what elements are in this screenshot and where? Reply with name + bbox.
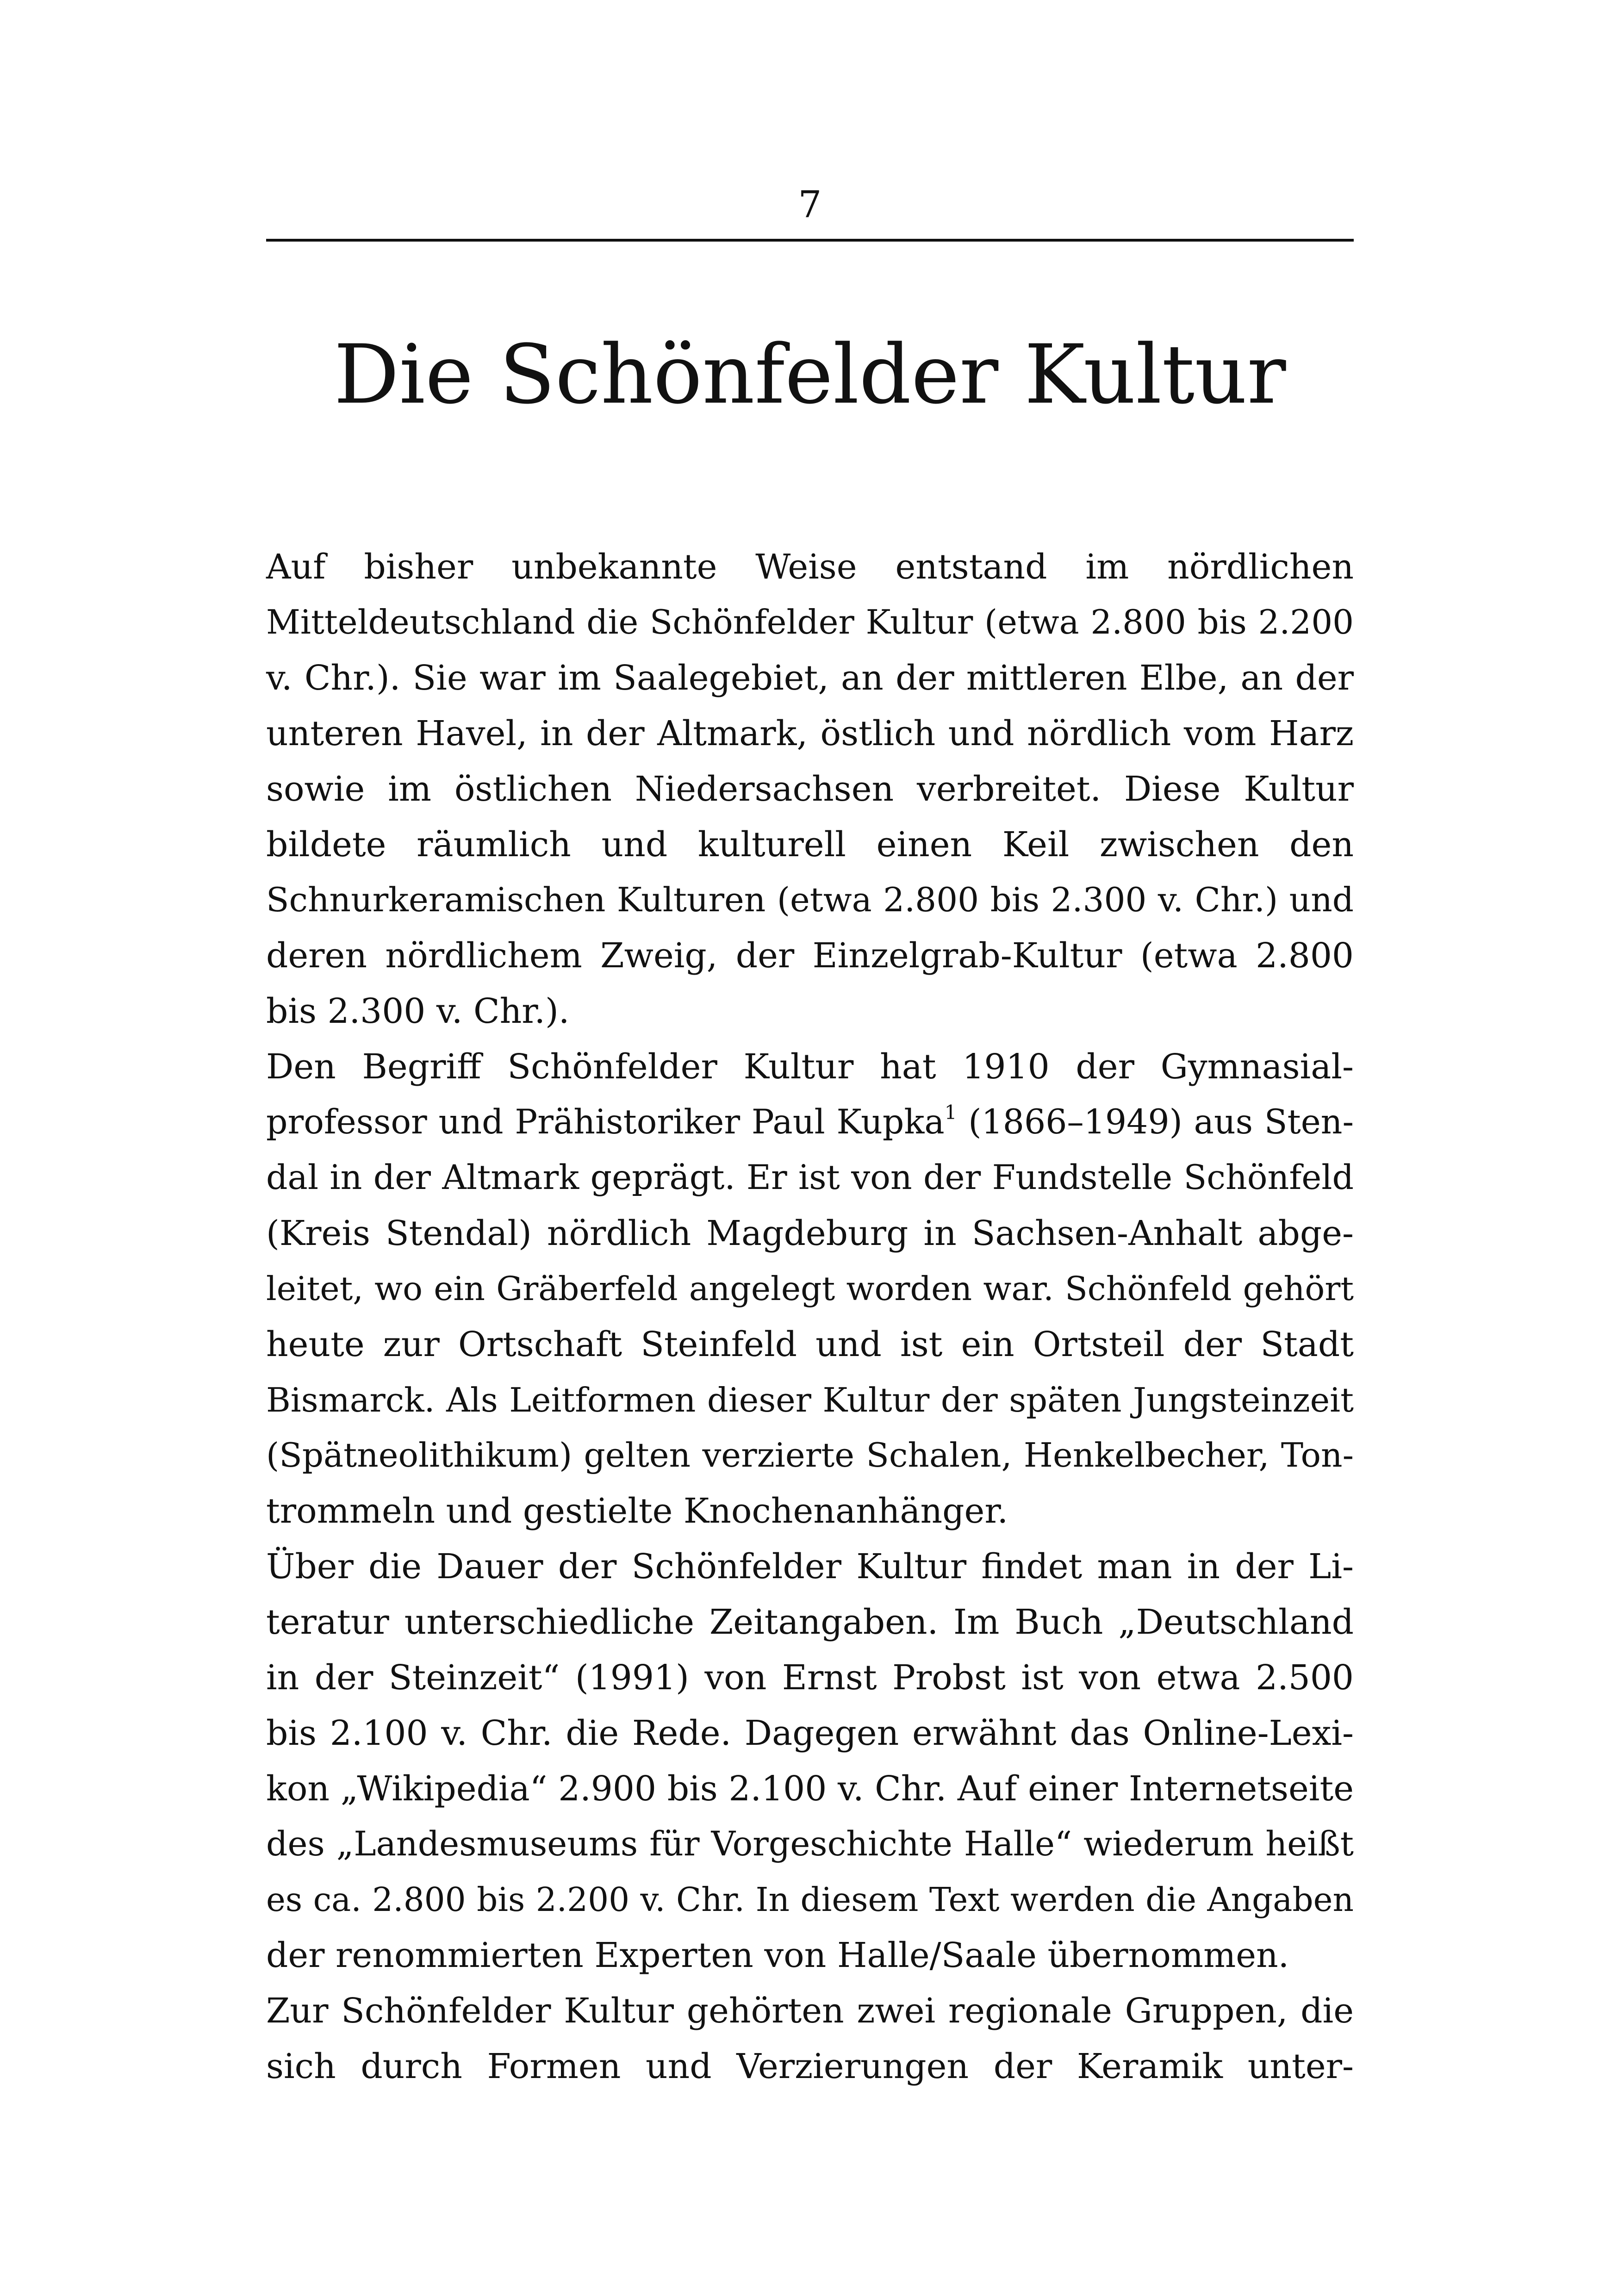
- text-line: heute zur Ortschaft Steinfeld und ist ein Ortsteil der Stadt: [266, 1325, 1354, 1364]
- text-line: sich durch Formen und Verzierungen der Keramik unter-: [266, 2047, 1354, 2086]
- text-line: dal in der Altmark geprägt. Er ist von der Fundstelle Schönfeld: [266, 1158, 1354, 1197]
- text-line: in der Steinzeit“ (1991) von Ernst Probst ist von etwa 2.500: [266, 1658, 1354, 1698]
- text-line: deren nördlichem Zweig, der Einzelgrab-Kultur (etwa 2.800: [266, 936, 1354, 976]
- text-line: bis 2.300 v. Chr.).: [266, 991, 570, 1031]
- body-text: [266, 539, 1354, 2094]
- header-rule: [266, 239, 1354, 242]
- text-line: Zur Schönfelder Kultur gehörten zwei regionale Gruppen, die: [266, 1991, 1354, 2031]
- text-line: des „Landesmuseums für Vorgeschichte Halle“ wiederum heißt: [266, 1825, 1354, 1864]
- text-segment: professor und Prähistoriker Paul Kupka: [266, 1103, 945, 1142]
- text-line: kon „Wikipedia“ 2.900 bis 2.100 v. Chr. Auf einer Internetseite: [266, 1769, 1354, 1809]
- text-line: v. Chr.). Sie war im Saalegebiet, an der mittleren Elbe, an der: [266, 658, 1354, 698]
- footnote-marker: 1: [944, 1101, 957, 1124]
- text-line: Den Begriff Schönfelder Kultur hat 1910 der Gymnasial-: [266, 1047, 1354, 1087]
- page-number: 7: [798, 183, 822, 226]
- text-line: Auf bisher unbekannte Weise entstand im nördlichen: [266, 547, 1354, 587]
- text-line: der renommierten Experten von Halle/Saale übernommen.: [266, 1935, 1289, 1975]
- text-line: teratur unterschiedliche Zeitangaben. Im Buch „Deutschland: [266, 1602, 1354, 1642]
- text-line: unteren Havel, in der Altmark, östlich und nördlich vom Harz: [266, 714, 1354, 753]
- chapter-title: Die Schönfelder Kultur: [334, 327, 1286, 422]
- text-line-with-footnote: [266, 1095, 1354, 1150]
- text-line: Bismarck. Als Leitformen dieser Kultur der späten Jungsteinzeit: [266, 1381, 1354, 1419]
- text-line: trommeln und gestielte Knochenanhänger.: [266, 1491, 1008, 1531]
- text-line: bildete räumlich und kulturell einen Keil zwischen den: [266, 825, 1354, 865]
- text-line: sowie im östlichen Niedersachsen verbreitet. Diese Kultur: [266, 769, 1354, 809]
- text-line: (Spätneolithikum) gelten verzierte Schalen, Henkelbecher, Ton-: [266, 1436, 1354, 1475]
- text-line: es ca. 2.800 bis 2.200 v. Chr. In diesem Text werden die Angaben: [266, 1880, 1354, 1919]
- text-line: leitet, wo ein Gräberfeld angelegt worden war. Schönfeld gehört: [266, 1269, 1354, 1308]
- text-line: Schnurkeramischen Kulturen (etwa 2.800 bis 2.300 v. Chr.) und: [266, 881, 1354, 920]
- text-line: (Kreis Stendal) nördlich Magdeburg in Sachsen-Anhalt abge-: [266, 1213, 1354, 1253]
- text-segment: (1866–1949) aus Sten-: [968, 1103, 1354, 1142]
- text-line: bis 2.100 v. Chr. die Rede. Dagegen erwähnt das Online-Lexi-: [266, 1713, 1354, 1753]
- text-line: Über die Dauer der Schönfelder Kultur findet man in der Li-: [266, 1547, 1354, 1587]
- text-line: Mitteldeutschland die Schönfelder Kultur (etwa 2.800 bis 2.200: [266, 603, 1354, 642]
